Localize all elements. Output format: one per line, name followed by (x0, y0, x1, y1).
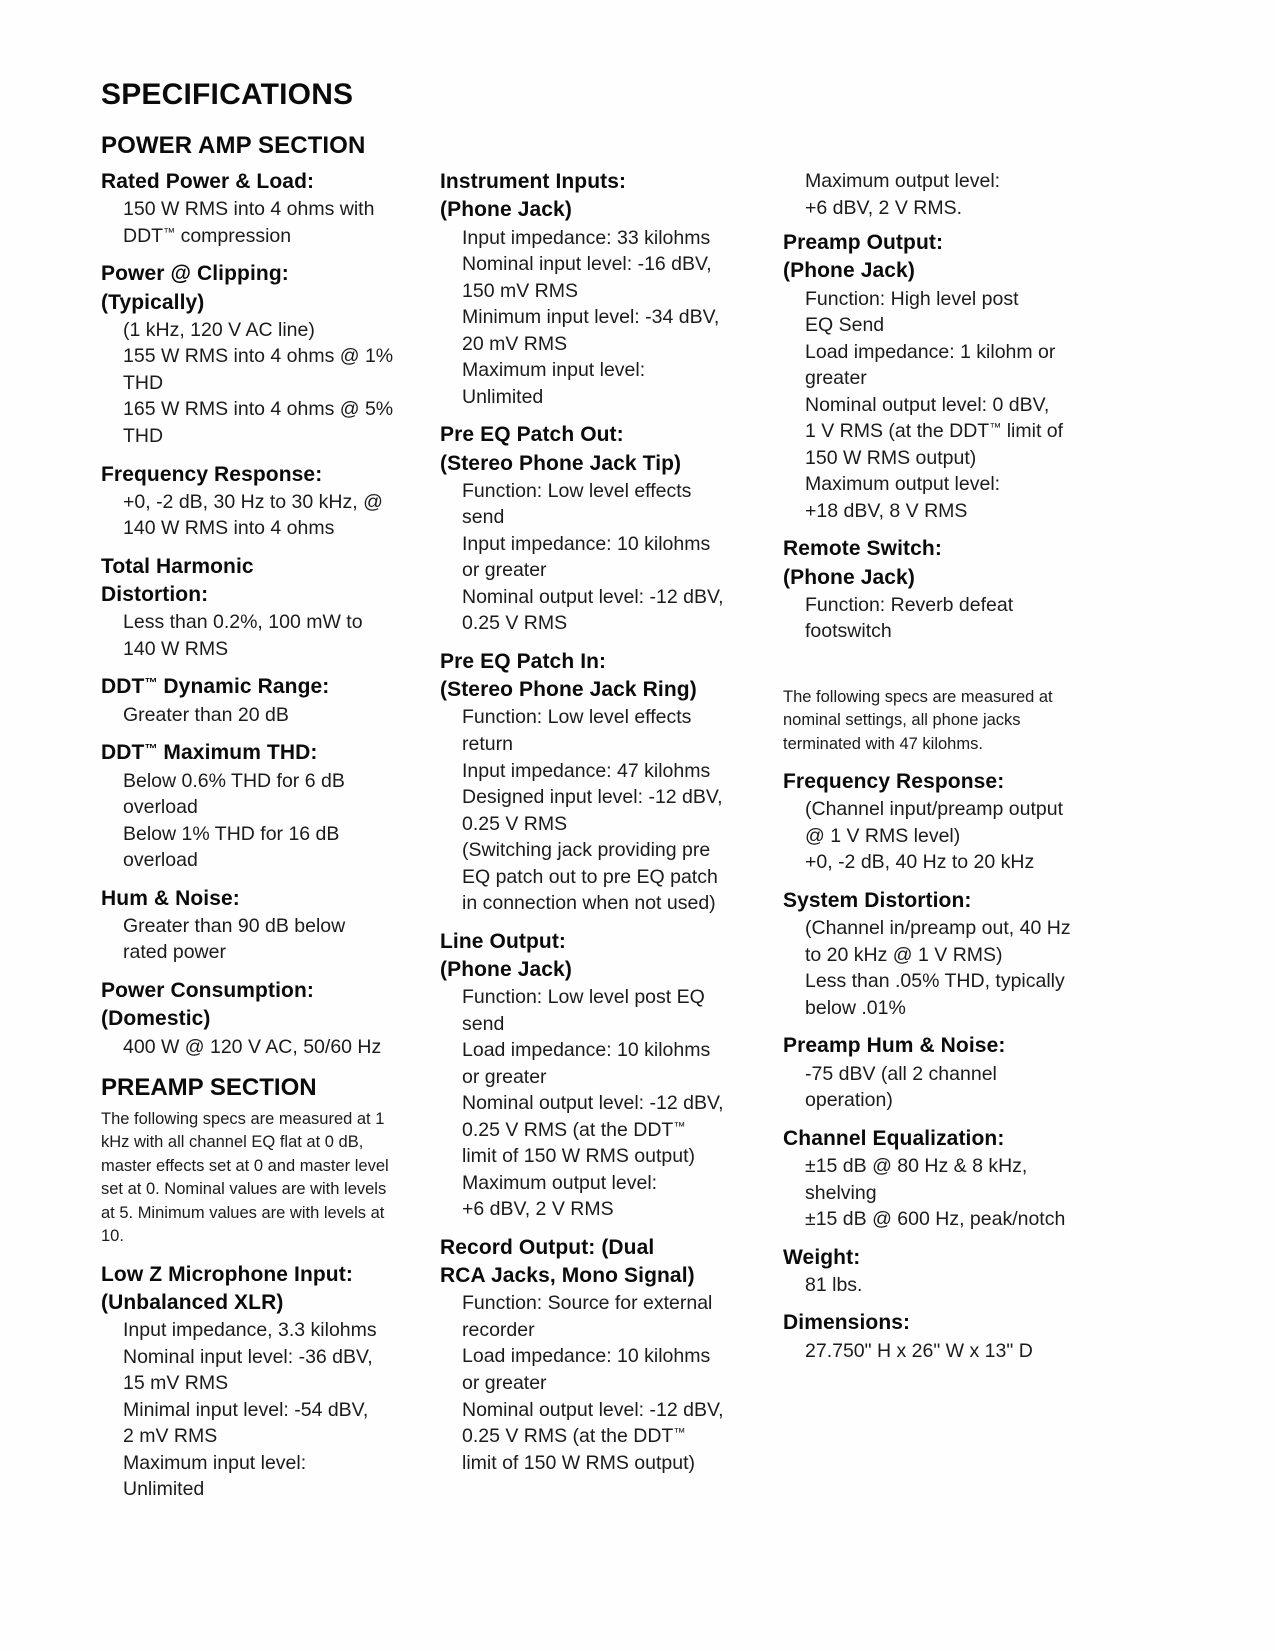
spec-heading: (Phone Jack) (783, 259, 915, 283)
spec-value-line: Nominal output level: -12 dBV, (462, 585, 724, 608)
spec-value-line: Nominal output level: 0 dBV, (805, 393, 1050, 416)
spec-value-line: @ 1 V RMS level) (805, 824, 961, 847)
spec-value-list (805, 1338, 1113, 1365)
spec-value-line: Below 1% THD for 16 dB (123, 822, 340, 845)
spec-value-list (123, 768, 431, 874)
spec-value-line: to 20 kHz @ 1 V RMS) (805, 943, 1003, 966)
spec-value-line: 400 W @ 120 V AC, 50/60 Hz (123, 1035, 382, 1058)
note-line: nominal settings, all phone jacks (783, 711, 1021, 730)
spec-value-line: 140 W RMS into 4 ohms (123, 517, 335, 540)
spec-value-line: Input impedance, 3.3 kilohms (123, 1319, 377, 1342)
specs-column-2 (440, 168, 776, 1487)
spec-heading: Rated Power & Load: (101, 170, 315, 193)
trademark-symbol: ™ (989, 420, 1002, 435)
spec-value-line: Function: Reverb defeat (805, 593, 1014, 616)
spec-value-line: 0.25 V RMS (462, 612, 568, 635)
spec-heading: Frequency Response: (101, 462, 323, 486)
spec-value-line: Minimal input level: -54 dBV, (123, 1398, 369, 1421)
spec-value-list (462, 984, 776, 1223)
note-line: master effects set at 0 and master level (101, 1156, 389, 1175)
spec-value-line: overload (123, 796, 198, 819)
spec-value-list (123, 489, 431, 542)
spec-value-line: Minimum input level: -34 dBV, (462, 306, 720, 329)
spec-heading: Power Consumption: (101, 978, 314, 1002)
spec-value-list (123, 702, 431, 729)
specs-column-1 (101, 168, 431, 1514)
spec-value-line: 1 V RMS (at the DDT™ limit of (805, 420, 1064, 443)
spec-value-line: Function: Low level post EQ (462, 986, 705, 1009)
spec-value-list (123, 1034, 431, 1061)
spec-value-line: -75 dBV (all 2 channel (805, 1062, 997, 1085)
spec-value-line: Load impedance: 10 kilohms (462, 1345, 711, 1368)
trademark-symbol: ™ (673, 1119, 686, 1134)
spec-value-list (805, 1272, 1113, 1299)
spec-value-line: rated power (123, 941, 226, 964)
spec-value-line: 150 W RMS into 4 ohms with (123, 198, 375, 221)
spec-value-line: recorder (462, 1318, 535, 1341)
spec-heading: Power @ Clipping: (101, 262, 289, 286)
spec-group (440, 928, 776, 1223)
spec-value-line: 0.25 V RMS (at the DDT™ (462, 1118, 686, 1141)
spec-value-line: Function: Low level effects (462, 706, 692, 729)
spec-group (101, 673, 431, 728)
spec-value-line: Nominal output level: -12 dBV, (462, 1398, 724, 1421)
spec-value-line: DDT™ compression (123, 224, 292, 247)
spec-value-list (805, 592, 1113, 645)
spec-value-list (462, 704, 776, 916)
spec-group (783, 229, 1113, 524)
spec-value-list (123, 609, 431, 662)
spec-value-line: 150 W RMS output) (805, 446, 977, 469)
spec-value-line: ±15 dB @ 600 Hz, peak/notch (805, 1208, 1066, 1231)
spec-value-list (805, 1153, 1113, 1233)
spec-heading: (Domestic) (101, 1007, 211, 1031)
continued-value-list (805, 168, 1113, 221)
spec-value-list (805, 796, 1113, 876)
spec-value-line: or greater (462, 1371, 547, 1394)
spec-heading: Hum & Noise: (101, 886, 240, 910)
spec-value-line: +6 dBV, 2 V RMS (462, 1198, 614, 1221)
spec-group (101, 260, 431, 449)
spec-value-line: limit of 150 W RMS output) (462, 1145, 695, 1168)
spec-value-line: (Switching jack providing pre (462, 839, 711, 862)
specs-column-3 (783, 168, 1113, 1375)
spec-value-list (123, 317, 431, 450)
spec-value-line: +0, -2 dB, 40 Hz to 20 kHz (805, 851, 1035, 874)
spec-heading: Remote Switch: (783, 537, 942, 561)
spec-value-line: 0.25 V RMS (462, 812, 568, 835)
spec-value-line: or greater (462, 1065, 547, 1088)
spec-heading: Total Harmonic (101, 554, 254, 578)
spec-value-line: limit of 150 W RMS output) (462, 1451, 695, 1474)
spec-group (101, 553, 431, 663)
spec-value-line: 0.25 V RMS (at the DDT™ (462, 1425, 686, 1448)
spec-value-list (805, 915, 1113, 1021)
spec-group (440, 1234, 776, 1476)
spec-group (101, 168, 431, 249)
spec-value-line: THD (123, 371, 164, 394)
spec-value-line: operation) (805, 1089, 893, 1112)
spec-heading: Instrument Inputs: (440, 170, 627, 193)
spec-heading: Frequency Response: (783, 770, 1005, 794)
spec-value-line: Load impedance: 1 kilohm or (805, 340, 1056, 363)
spec-value-line: 15 mV RMS (123, 1372, 229, 1395)
spec-heading: Pre EQ Patch Out: (440, 423, 624, 447)
spec-group (101, 1261, 431, 1503)
spec-heading: Low Z Microphone Input: (101, 1262, 353, 1286)
spec-heading: (Stereo Phone Jack Tip) (440, 451, 682, 475)
spec-value-line: Greater than 90 dB below (123, 914, 346, 937)
spec-value-line: Input impedance: 10 kilohms (462, 532, 711, 555)
spec-value-line: +0, -2 dB, 30 Hz to 30 kHz, @ (123, 490, 383, 513)
spec-heading: Dimensions: (783, 1311, 911, 1335)
spec-group (783, 535, 1113, 645)
spec-value-line: Nominal input level: -36 dBV, (123, 1345, 373, 1368)
note-line: The following specs are measured at (783, 687, 1053, 706)
spec-value-line: below .01% (805, 996, 906, 1019)
spec-value-line: footswitch (805, 620, 892, 643)
spec-value-line: Designed input level: -12 dBV, (462, 786, 723, 809)
spec-value-line: Input impedance: 47 kilohms (462, 759, 711, 782)
spec-heading: (Phone Jack) (783, 565, 915, 589)
spec-group (783, 768, 1113, 876)
spec-value-line: Below 0.6% THD for 6 dB (123, 769, 345, 792)
note-line: terminated with 47 kilohms. (783, 734, 983, 753)
spec-group (101, 885, 431, 966)
spec-value-line: EQ Send (805, 314, 885, 337)
spec-value-line: Maximum input level: (462, 359, 646, 382)
note-line: The following specs are measured at 1 (101, 1110, 385, 1129)
spec-value-line: in connection when not used) (462, 892, 716, 915)
spec-heading: Preamp Output: (783, 231, 944, 255)
spec-heading: Preamp Hum & Noise: (783, 1034, 1006, 1058)
trademark-symbol: ™ (144, 741, 158, 757)
spec-value-line: Nominal output level: -12 dBV, (462, 1092, 724, 1115)
note-line: 10. (101, 1227, 124, 1246)
spec-value-line: Function: Low level effects (462, 479, 692, 502)
preamp-measurement-note-2 (783, 686, 1113, 756)
trademark-symbol: ™ (144, 675, 158, 691)
spec-value-line: Less than 0.2%, 100 mW to (123, 611, 363, 634)
spec-value-line: 155 W RMS into 4 ohms @ 1% (123, 345, 394, 368)
spec-value-line: return (462, 733, 513, 755)
spec-value-line: ±15 dB @ 80 Hz & 8 kHz, (805, 1154, 1028, 1177)
spec-value-line: EQ patch out to pre EQ patch (462, 865, 718, 888)
spec-group (783, 1244, 1113, 1299)
spec-value-line: (Channel input/preamp output (805, 798, 1064, 821)
page-title: SPECIFICATIONS (101, 78, 354, 111)
spec-value-line: THD (123, 424, 164, 447)
spec-value-line: 27.750" H x 26" W x 13" D (805, 1339, 1033, 1362)
note-line: kHz with all channel EQ flat at 0 dB, (101, 1133, 364, 1152)
spec-heading: (Stereo Phone Jack Ring) (440, 678, 697, 702)
spec-value-line: Input impedance: 33 kilohms (462, 226, 711, 249)
spec-value-line: Function: Source for external (462, 1292, 713, 1315)
spec-heading: (Unbalanced XLR) (101, 1290, 284, 1314)
spec-group (101, 977, 431, 1060)
spec-value-line: 81 lbs. (805, 1273, 863, 1296)
spec-heading: Line Output: (440, 929, 567, 953)
spec-group (101, 739, 431, 873)
spec-value-line: 140 W RMS (123, 637, 229, 660)
spec-value-line: 165 W RMS into 4 ohms @ 5% (123, 398, 394, 421)
spec-value-line: Greater than 20 dB (123, 703, 289, 726)
spec-value-line: (1 kHz, 120 V AC line) (123, 318, 315, 341)
spec-value-line: Unlimited (462, 385, 544, 408)
spec-value-list (123, 1317, 431, 1503)
trademark-symbol: ™ (163, 225, 176, 240)
spec-value-line: or greater (462, 559, 547, 582)
spec-heading: DDT™ Dynamic Range: (101, 675, 330, 699)
spec-value-line: shelving (805, 1181, 877, 1204)
spec-group (101, 461, 431, 542)
spec-value-line: Maximum output level: (805, 473, 1001, 496)
spec-value-list (123, 913, 431, 966)
spec-value-list (805, 286, 1113, 525)
spec-value-line: Less than .05% THD, typically (805, 970, 1065, 993)
spec-group (440, 168, 776, 410)
spec-heading: Record Output: (Dual (440, 1235, 655, 1259)
spec-group (440, 421, 776, 637)
spec-heading: System Distortion: (783, 889, 972, 912)
spec-value-line: 20 mV RMS (462, 332, 568, 355)
spec-value-line: +18 dBV, 8 V RMS (805, 499, 968, 522)
spec-value-line: (Channel in/preamp out, 40 Hz (805, 917, 1071, 940)
spec-value-list (123, 196, 431, 249)
spec-value-line: Nominal input level: -16 dBV, (462, 253, 712, 276)
spec-value-line: overload (123, 849, 198, 872)
spec-value-line: Maximum output level: (462, 1171, 658, 1194)
spec-value-line: Maximum output level: (805, 170, 1001, 192)
spec-heading: (Typically) (101, 290, 205, 314)
note-line: set at 0. Nominal values are with levels (101, 1180, 387, 1199)
spec-heading: (Phone Jack) (440, 957, 572, 981)
spec-heading: Distortion: (101, 583, 209, 607)
spec-value-line: +6 dBV, 2 V RMS. (805, 196, 962, 219)
spec-value-line: Unlimited (123, 1478, 205, 1501)
spec-value-line: Load impedance: 10 kilohms (462, 1039, 711, 1062)
spec-value-list (462, 478, 776, 637)
note-line: at 5. Minimum values are with levels at (101, 1203, 385, 1222)
spec-value-line: send (462, 1012, 505, 1035)
spec-heading: Weight: (783, 1245, 861, 1269)
spec-value-line: send (462, 506, 505, 529)
spec-heading: Pre EQ Patch In: (440, 649, 607, 673)
spec-heading: RCA Jacks, Mono Signal) (440, 1264, 695, 1288)
spacer (783, 221, 1113, 229)
spec-heading: (Phone Jack) (440, 198, 572, 222)
spacer (783, 656, 1113, 682)
spec-value-list (805, 1061, 1113, 1114)
spec-value-line: Maximum input level: (123, 1451, 307, 1474)
spec-heading: DDT™ Maximum THD: (101, 741, 318, 765)
spec-group (783, 887, 1113, 1021)
power-amp-section-heading: POWER AMP SECTION (101, 132, 366, 159)
preamp-section-heading: PREAMP SECTION (101, 1074, 317, 1102)
spec-value-line: greater (805, 367, 867, 390)
spec-group (783, 1125, 1113, 1233)
spec-value-list (462, 1290, 776, 1476)
spec-value-line: Function: High level post (805, 287, 1019, 310)
preamp-measurement-note (101, 1108, 431, 1249)
spec-group (440, 648, 776, 917)
spec-heading: Channel Equalization: (783, 1126, 1005, 1150)
spec-group (783, 1032, 1113, 1113)
trademark-symbol: ™ (673, 1425, 686, 1440)
spec-group (783, 1309, 1113, 1364)
spec-value-line: 150 mV RMS (462, 279, 578, 302)
spec-value-list (462, 225, 776, 411)
spec-value-line: 2 mV RMS (123, 1425, 218, 1448)
